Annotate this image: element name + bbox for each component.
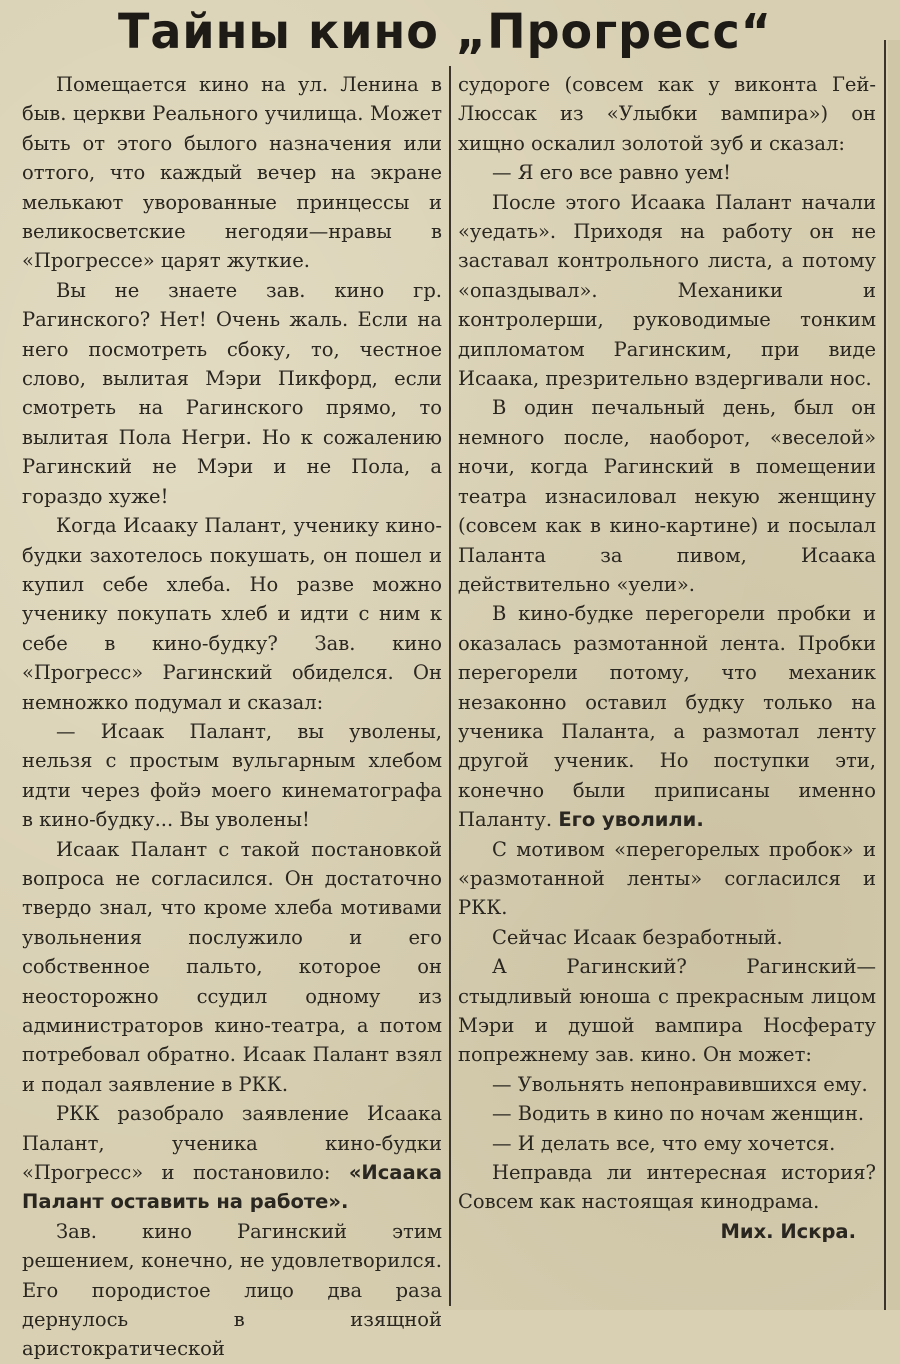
adjacent-column-fragment xyxy=(888,40,900,1310)
paragraph-continued: судороге (совсем как у виконта Гей-Люссак из «Улыбки вампира») он хищно оскалил золотой зуб и сказал: xyxy=(458,73,876,155)
dismissal-phrase: Его уволили. xyxy=(558,808,704,832)
decision-quote: «Исаака Палант оставить на работе». xyxy=(22,1161,442,1214)
paragraph: — Водить в кино по ночам женщин. xyxy=(492,1102,865,1126)
paragraph: Помещается кино на ул. Ленина в быв. церкви Реального училища. Может быть от этого былого назначения или оттого, что каждый вечер на экране мелькают уворованные принцессы и великосветские негодяи—нравы в «Прогрессе» царят жуткие. xyxy=(22,73,442,273)
paragraph: В один печальный день, был он немного после, наоборот, «веселой» ночи, когда Рагинский в помещении театра изнасиловал некую женщину (совсем как в кино-картине) и посылал Паланта за пивом, Исаака действительно «уели». xyxy=(458,396,876,596)
paragraph-text: РКК разобрало заявление Исаака Палант, ученика кино-будки «Прогресс» и постановило: xyxy=(22,1102,442,1185)
paragraph: — Исаак Палант, вы уволены, нельзя с простым вульгарным хлебом идти через фойэ моего кинематографа в кино-будку... Вы уволены! xyxy=(22,719,442,832)
left-column xyxy=(22,70,442,1364)
paragraph: — И делать все, что ему хочется. xyxy=(492,1131,836,1155)
author-signature: Мих. Искра. xyxy=(720,1219,856,1243)
paragraph-text: В кино-будке перегорели пробки и оказалась размотанной лента. Пробки перегорели потому, что механик незаконно оставил будку только на ученика Паланта, а размотал ленту другой ученик. Но поступки эти, конечно были приписаны именно Паланту. xyxy=(458,602,876,832)
page-edge-rule xyxy=(884,40,886,1310)
paragraph: А Рагинский? Рагинский—стыдливый юноша с прекрасным лицом Мэри и душой вампира Носферату попрежнему зав. кино. Он может: xyxy=(458,955,876,1067)
paragraph: Когда Исааку Палант, ученику кино-будки захотелось покушать, он пошел и купил себе хлеба. Но разве можно ученику покупать хлеб и идти с ним к себе в кино-будку? Зав. кино «Прогресс» Рагинский обиделся. Он немножко подумал и сказал: xyxy=(22,514,442,714)
paragraph: — Увольнять непонравившихся ему. xyxy=(492,1072,868,1096)
paragraph: Сейчас Исаак безработный. xyxy=(492,925,783,949)
paragraph xyxy=(22,1099,442,1217)
paragraph: Зав. кино Рагинский этим решением, конечно, не удовлетворился. Его породистое лицо два раза дернулось в изящной аристократической xyxy=(22,1219,442,1361)
column-divider xyxy=(449,66,451,1306)
paragraph: Неправда ли интересная история? Совсем как настоящая кинодрама. xyxy=(458,1161,876,1214)
paragraph: Исаак Палант с такой постановкой вопроса не согласился. Он достаточно твердо знал, что кроме хлеба мотивами увольнения послужило и его собственное пальто, которое он неосторожно ссудил одному из администраторов кино-театра, а потом потребовал обратно. Исаак Палант взял и подал заявление в РКК. xyxy=(22,837,442,1096)
paragraph: — Я его все равно уем! xyxy=(492,161,732,185)
paragraph: После этого Исаака Палант начали «уедать». Приходя на работу он не заставал контрольного листа, а потому «опаздывал». Механики и контролерши, руководимые тонким дипломатом Рагинским, при виде Исаака, презрительно вздергивали нос. xyxy=(458,190,876,391)
paragraph: С мотивом «перегорелых пробок» и «размотанной ленты» согласился и РКК. xyxy=(458,837,876,920)
paragraph xyxy=(458,599,876,834)
article-headline: Тайны кино „Прогресс“ xyxy=(117,2,773,60)
right-column xyxy=(458,70,876,1246)
paragraph: Вы не знаете зав. кино гр. Рагинского? Нет! Очень жаль. Если на него посмотреть сбоку, то, честное слово, вылитая Мэри Пикфорд, если смотреть на Рагинского прямо, то вылитая Пола Негри. Но к сожалению Рагинский не Мэри и не Пола, а гораздо хуже! xyxy=(22,278,442,508)
